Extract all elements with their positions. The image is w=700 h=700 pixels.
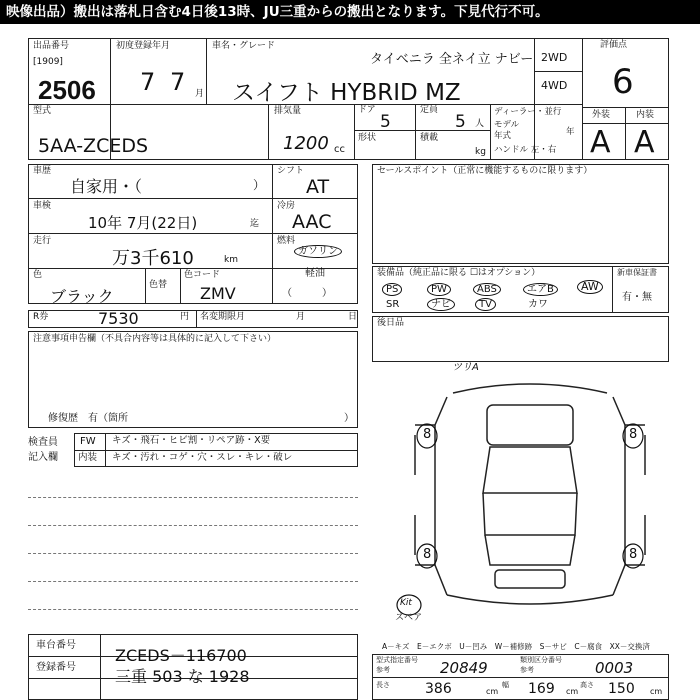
exterior-label: 外装: [592, 110, 611, 120]
tire-fr: 8: [629, 427, 638, 442]
mileage-label: 走行: [33, 236, 52, 246]
banner: 映像出品）搬出は落札日含む4日後13時、JU三重からの搬出となります。下見代行不可。: [0, 0, 700, 24]
first-reg-label: 初度登録年月: [116, 41, 171, 51]
type-number-ref: 参考: [376, 666, 390, 674]
equip-sr: SR: [386, 299, 400, 310]
load-unit: kg: [475, 147, 486, 157]
fuel-label: 燃料: [277, 236, 296, 246]
sales-points-box: [372, 164, 669, 264]
length-unit: cm: [486, 687, 499, 696]
class-number-label: 類別区分番号: [520, 656, 562, 664]
inspector-label-2: 記入欄: [28, 452, 58, 463]
capacity-value: 5: [455, 112, 466, 132]
inspection-close: 迄: [250, 219, 260, 229]
height-value: 150: [608, 681, 635, 697]
aircon-label: 冷房: [277, 201, 296, 211]
equip-leather: カワ: [528, 299, 548, 310]
history-value: 自家用・（: [70, 177, 143, 196]
displacement-unit: cc: [334, 144, 345, 155]
width-value: 169: [528, 681, 555, 697]
fuel-other: （ ）: [282, 288, 332, 299]
lot-bracket: [1909]: [33, 57, 63, 67]
blank-line: [28, 525, 358, 526]
aircon-value: AAC: [292, 211, 332, 233]
type-number-value: 20849: [440, 659, 488, 677]
chassis-label: 車台番号: [36, 640, 76, 651]
color-code: ZMV: [200, 284, 236, 303]
equip-abs: ABS: [473, 283, 501, 296]
length-value: 386: [425, 681, 452, 697]
color-code-label: 色コード: [184, 270, 221, 280]
recycle-value: 7530: [98, 309, 139, 328]
drive-2wd: 2WD: [541, 51, 568, 64]
spare-kit: Kit: [400, 598, 412, 608]
displacement-value: 1200: [283, 133, 329, 154]
warranty-label: 新車保証書: [617, 268, 657, 277]
blank-line: [28, 609, 358, 610]
inspection-value: 10年 7月(22日): [88, 214, 198, 232]
inspector-label-1: 検査員: [28, 437, 58, 448]
spare-label: スペア: [395, 613, 423, 623]
interior-label: 内装: [636, 110, 655, 120]
model-label: 型式: [33, 106, 52, 116]
mileage-value: 万3千610: [112, 248, 194, 269]
class-number-ref: 参考: [520, 666, 534, 674]
tire-rl: 8: [423, 547, 432, 562]
shape-label: 形状: [358, 133, 377, 143]
tire-rr: 8: [629, 547, 638, 562]
after-items-box: [372, 316, 669, 362]
name-change-day: 日: [348, 312, 358, 322]
displacement-label: 排気量: [274, 106, 302, 116]
first-reg-unit: 月: [195, 89, 205, 99]
fw-text: キズ・飛石・ヒビ割・リペア跡・X要: [112, 435, 271, 446]
fuel-gas: ガソリン: [294, 245, 342, 258]
notes-label: 注意事項申告欄（不具合内容等は具体的に記入して下さい）: [33, 334, 277, 344]
shift-value: AT: [306, 176, 330, 198]
car-note: タイベニラ 全ネイ立 ナビー: [370, 52, 534, 67]
car-name: スイフト HYBRID MZ: [232, 80, 461, 106]
blank-line: [28, 553, 358, 554]
exterior-grade: A: [590, 125, 611, 160]
car-label: 車名・グレード: [212, 41, 276, 51]
equipment-label: 装備品（純正品に限る ☐はオプション）: [377, 268, 541, 278]
repair-close: ）: [344, 413, 354, 424]
load-label: 積載: [420, 133, 439, 143]
dealer-line4: ハンドル 左・右: [494, 145, 557, 155]
inspection-label: 車検: [33, 201, 52, 211]
mileage-unit: km: [224, 255, 238, 265]
height-unit: cm: [650, 687, 663, 696]
drive-4wd: 4WD: [541, 79, 568, 92]
recycle-unit: 円: [180, 312, 190, 322]
length-label: 長さ: [376, 681, 390, 689]
plate-value: 三重 503 な 1928: [115, 667, 250, 686]
recycle-row: [28, 310, 358, 328]
equip-ps: PS: [382, 283, 402, 296]
score-label: 評価点: [600, 40, 628, 50]
car-diagram: [395, 365, 665, 620]
lot-label: 出品番号: [33, 41, 70, 51]
equip-navi: ナビ: [427, 298, 455, 311]
diagram-top-note: ツリA: [452, 362, 479, 373]
history-close: ）: [253, 178, 266, 192]
lot-number: 2506: [38, 75, 96, 105]
repair-history: 修復歴 有（箇所: [48, 413, 128, 424]
color-value: ブラック: [50, 287, 114, 306]
dealer-line1: ディーラー・並行: [494, 107, 562, 117]
width-unit: cm: [566, 687, 579, 696]
sales-label: セールスポイント（正常に機能するものに限ります）: [377, 166, 593, 176]
dealer-line2: モデル: [494, 120, 520, 130]
tire-fl: 8: [423, 427, 432, 442]
height-label: 高さ: [580, 681, 594, 689]
width-label: 幅: [502, 681, 509, 689]
doors-value: 5: [380, 112, 391, 132]
recycle-label: R券: [33, 312, 49, 322]
doors-label: ドア: [358, 105, 376, 115]
first-reg-month: 7: [170, 68, 186, 96]
equip-tv: TV: [475, 298, 496, 311]
equip-pw: PW: [427, 283, 451, 296]
dealer-year-unit: 年: [566, 127, 575, 137]
capacity-label: 定員: [420, 105, 439, 115]
plate-label: 登録番号: [36, 662, 76, 673]
after-items-label: 後日品: [377, 318, 405, 328]
fuel-diesel: 軽油: [305, 268, 325, 279]
interior-check-label: 内装: [78, 452, 98, 463]
blank-line: [28, 581, 358, 582]
name-change-label: 名変期限月: [200, 312, 246, 322]
class-number-value: 0003: [595, 659, 634, 677]
warranty-value: 有・無: [622, 292, 652, 303]
model-value: 5AA-ZCEDS: [38, 135, 149, 157]
equip-airbag: エアB: [523, 283, 558, 296]
type-number-label: 型式指定番号: [376, 656, 418, 664]
first-reg-year: 7: [140, 68, 156, 96]
tone-label: 色替: [149, 280, 168, 290]
interior-check-text: キズ・汚れ・コゲ・穴・スレ・キレ・破レ: [112, 452, 293, 463]
capacity-unit: 人: [475, 119, 485, 129]
fw-label: FW: [80, 436, 96, 447]
color-label: 色: [33, 270, 43, 280]
shift-label: シフト: [277, 166, 305, 176]
score-value: 6: [612, 62, 634, 102]
blank-line: [28, 497, 358, 498]
history-label: 車歴: [33, 166, 52, 176]
chassis-value: ZCEDS－116700: [115, 646, 247, 665]
dealer-line3: 年式: [494, 131, 512, 141]
name-change-month: 月: [296, 312, 306, 322]
equip-aw: AW: [577, 280, 603, 294]
damage-legend: A－キズ E－エクボ U－凹み W－補修跡 S－サビ C－腐食 XX－交換済: [382, 642, 650, 651]
interior-grade: A: [634, 125, 655, 160]
